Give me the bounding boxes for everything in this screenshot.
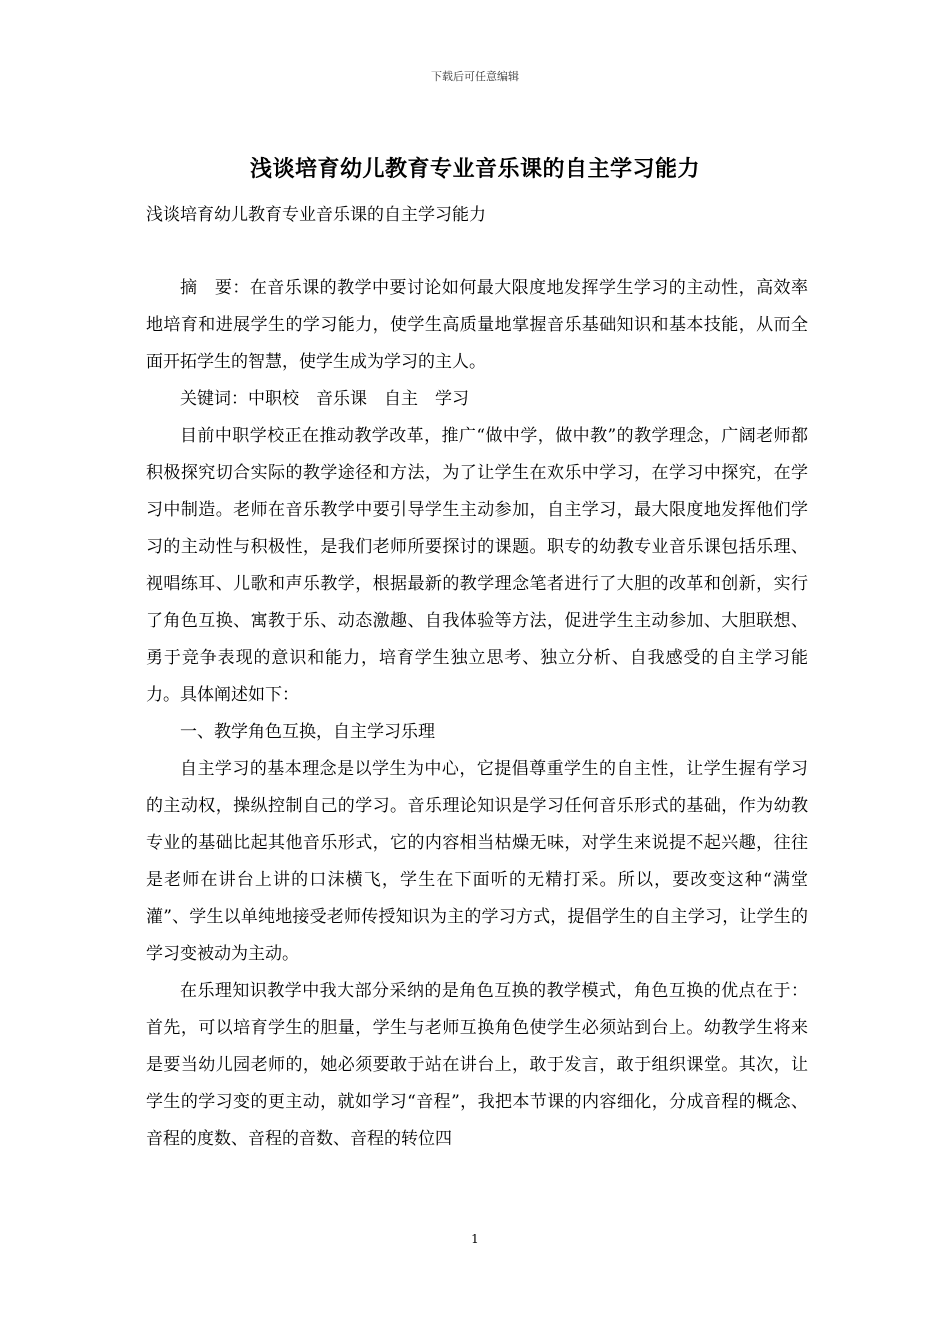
abstract-paragraph: 摘 要：在音乐课的教学中要讨论如何最大限度地发挥学生学习的主动性，高效率地培育和进展学生的学习能力，使学生高质量地掌握音乐基础知识和基本技能，从而全面开拓学生的智慧，使学生成为学习的主人。 <box>146 278 808 372</box>
body-paragraph: 自主学习的基本理念是以学生为中心，它提倡尊重学生的自主性，让学生握有学习的主动权，操纵控制自己的学习。音乐理论知识是学习任何音乐形式的基础，作为幼教专业的基础比起其他音乐形式，它的内容相当枯燥无味，对学生来说提不起兴趣，往往是老师在讲台上讲的口沫横飞，学生在下面听的无精打采。所以，要改变这种“满堂灌”、学生以单纯地接受老师传授知识为主的学习方式，提倡学生的自主学习，让学生的学习变被动为主动。 <box>146 759 808 964</box>
section-heading: 一、教学角色互换，自主学习乐理 <box>180 722 435 742</box>
keywords-paragraph: 关键词：中职校 音乐课 自主 学习 <box>180 389 469 409</box>
body-paragraph: 目前中职学校正在推动教学改革，推广“做中学，做中教”的教学理念，广阔老师都积极探究切合实际的教学途径和方法，为了让学生在欢乐中学习，在学习中探究，在学习中制造。老师在音乐教学中要引导学生主动参加，自主学习，最大限度地发挥他们学习的主动性与积极性，是我们老师所要探讨的课题。职专的幼教专业音乐课包括乐理、视唱练耳、儿歌和声乐教学，根据最新的教学理念笔者进行了大胆的改革和创新，实行了角色互换、寓教于乐、动态激趣、自我体验等方法，促进学生主动参加、大胆联想、勇于竞争表现的意识和能力，培育学生独立思考、独立分析、自我感受的自主学习能力。具体阐述如下： <box>146 426 808 705</box>
document-title: 浅谈培育幼儿教育专业音乐课的自主学习能力 <box>249 156 700 182</box>
document-body <box>146 270 808 1158</box>
page-number: 1 <box>471 1232 479 1246</box>
header-note: 下载后可任意编辑 <box>431 70 519 83</box>
body-paragraph: 在乐理知识教学中我大部分采纳的是角色互换的教学模式，角色互换的优点在于：首先，可以培育学生的胆量，学生与老师互换角色使学生必须站到台上。幼教学生将来是要当幼儿园老师的，她必须要敢于站在讲台上，敢于发言，敢于组织课堂。其次，让学生的学习变的更主动，就如学习“音程”，我把本节课的内容细化，分成音程的概念、音程的度数、音程的音数、音程的转位四 <box>146 981 808 1149</box>
document-subtitle: 浅谈培育幼儿教育专业音乐课的自主学习能力 <box>146 205 486 225</box>
